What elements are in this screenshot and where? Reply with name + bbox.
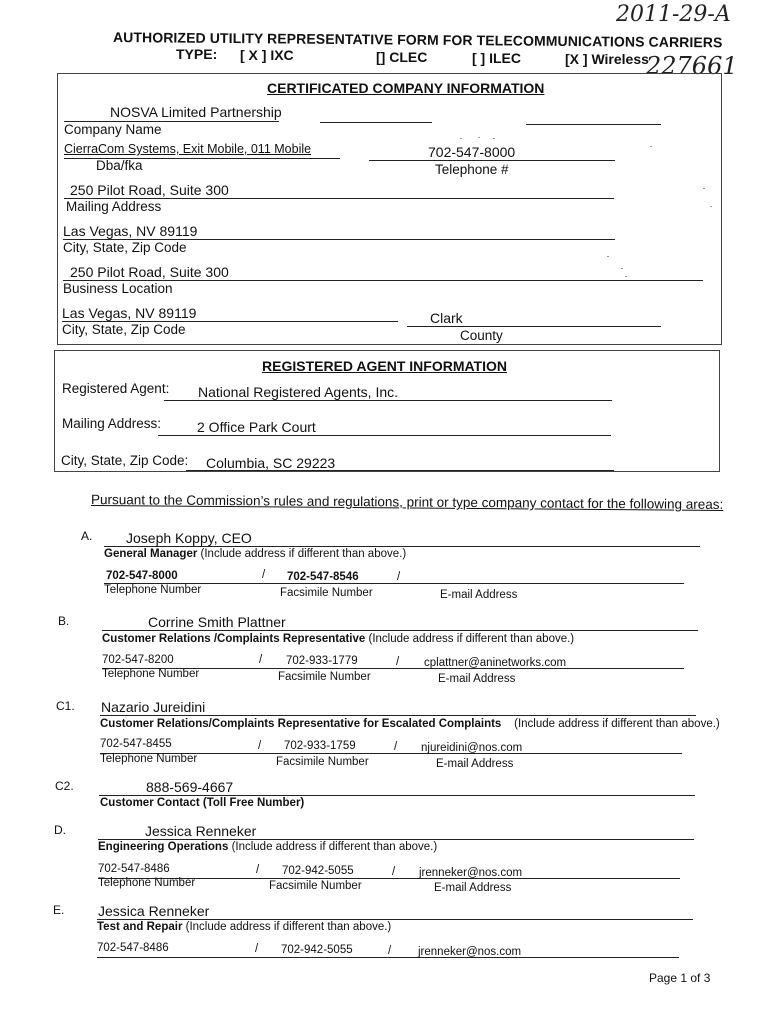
- agent-label: Registered Agent:: [62, 381, 170, 396]
- mailing-address-label: Mailing Address: [66, 199, 162, 214]
- contact-b-letter: B.: [58, 614, 70, 628]
- contact-a-phone[interactable]: 702-547-8000: [106, 570, 178, 582]
- contact-a-name[interactable]: Joseph Koppy, CEO: [126, 530, 252, 546]
- contact-b-fax[interactable]: 702-933-1779: [286, 655, 358, 667]
- agent-city-label: City, State, Zip Code:: [61, 453, 189, 468]
- contact-b-name[interactable]: Corrine Smith Plattner: [148, 614, 286, 630]
- handwritten-docket-number: 2011-29-A: [616, 2, 731, 27]
- company-name-label: Company Name: [64, 122, 162, 137]
- agent-city-value[interactable]: Columbia, SC 29223: [206, 455, 336, 471]
- contact-c1-letter: C1.: [56, 699, 75, 713]
- pursuant-instruction: Pursuant to the Commission’s rules and regulations, print or type company contact for the following areas:: [90, 492, 724, 512]
- contact-c1-role: Customer Relations/Complaints Representative for Escalated Complaints (Include address if different than above.): [100, 718, 720, 730]
- contact-d-fax-label: Facsimile Number: [269, 880, 362, 892]
- telephone-label: Telephone #: [435, 162, 509, 177]
- contact-c2-letter: C2.: [55, 779, 74, 793]
- certificated-heading: CERTIFICATED COMPANY INFORMATION: [267, 80, 545, 96]
- contact-a-letter: A.: [81, 529, 93, 543]
- contact-d-phone-label: Telephone Number: [98, 877, 196, 889]
- contact-d-role: Engineering Operations (Include address if different than above.): [98, 841, 438, 853]
- type-wireless-checkbox[interactable]: [X ] Wireless: [565, 51, 649, 67]
- telephone-value[interactable]: 702-547-8000: [428, 144, 516, 160]
- contact-c2-role: Customer Contact (Toll Free Number): [100, 797, 305, 809]
- contact-d-name[interactable]: Jessica Renneker: [145, 823, 257, 839]
- agent-mailing-label: Mailing Address:: [62, 416, 162, 431]
- contact-b-phone-label: Telephone Number: [102, 668, 200, 680]
- contact-b-email-label: E-mail Address: [438, 673, 516, 685]
- contact-e-fax[interactable]: 702-942-5055: [281, 944, 353, 956]
- dba-label: Dba/fka: [96, 158, 143, 173]
- contact-a-fax[interactable]: 702-547-8546: [287, 571, 359, 583]
- business-city-value[interactable]: Las Vegas, NV 89119: [62, 305, 197, 321]
- contact-d-phone[interactable]: 702-547-8486: [98, 863, 170, 875]
- form-title: AUTHORIZED UTILITY REPRESENTATIVE FORM FOR TELECOMMUNICATIONS CARRIERS: [112, 29, 723, 51]
- contact-e-email[interactable]: jrenneker@nos.com: [418, 946, 522, 958]
- contact-d-fax[interactable]: 702-942-5055: [282, 865, 354, 877]
- contact-b-fax-label: Facsimile Number: [278, 671, 371, 683]
- type-clec-checkbox[interactable]: [] CLEC: [376, 49, 428, 65]
- contact-c1-phone[interactable]: 702-547-8455: [100, 738, 172, 750]
- contact-d-email[interactable]: jrenneker@nos.com: [419, 867, 523, 879]
- business-city-label: City, State, Zip Code: [62, 322, 186, 337]
- contact-c1-fax-label: Facsimile Number: [276, 756, 369, 768]
- contact-c1-fax[interactable]: 702-933-1759: [284, 740, 356, 752]
- agent-value[interactable]: National Registered Agents, Inc.: [198, 384, 399, 400]
- type-ilec-checkbox[interactable]: [ ] ILEC: [472, 50, 521, 66]
- page-number: Page 1 of 3: [649, 971, 711, 985]
- contact-c1-name[interactable]: Nazario Jureidini: [101, 699, 206, 715]
- business-location-label: Business Location: [63, 281, 173, 296]
- type-ixc-checkbox[interactable]: [ X ] IXC: [240, 47, 294, 63]
- contact-e-letter: E.: [53, 903, 65, 917]
- contact-a-email-label: E-mail Address: [440, 589, 518, 601]
- type-label: TYPE:: [176, 46, 218, 62]
- company-name-value[interactable]: NOSVA Limited Partnership: [110, 104, 282, 120]
- mailing-city-label: City, State, Zip Code: [63, 240, 187, 255]
- county-value[interactable]: Clark: [430, 310, 463, 326]
- handwritten-stamp-number: 227661: [646, 52, 738, 80]
- contact-d-letter: D.: [54, 823, 66, 837]
- contact-e-name[interactable]: Jessica Renneker: [98, 903, 210, 919]
- contact-e-role: Test and Repair (Include address if different than above.): [97, 921, 392, 933]
- dba-value[interactable]: CierraCom Systems, Exit Mobile, 011 Mobile: [64, 142, 312, 156]
- agent-mailing-value[interactable]: 2 Office Park Court: [197, 419, 316, 435]
- contact-b-role: Customer Relations /Complaints Representative (Include address if different than above.): [102, 633, 575, 645]
- business-location-value[interactable]: 250 Pilot Road, Suite 300: [70, 264, 229, 280]
- mailing-city-value[interactable]: Las Vegas, NV 89119: [63, 223, 198, 239]
- contact-a-fax-label: Facsimile Number: [280, 587, 373, 599]
- contact-b-phone[interactable]: 702-547-8200: [102, 654, 174, 666]
- contact-d-email-label: E-mail Address: [434, 882, 512, 894]
- mailing-address-value[interactable]: 250 Pilot Road, Suite 300: [70, 182, 229, 198]
- contact-c1-email[interactable]: njureidini@nos.com: [421, 742, 523, 754]
- registered-agent-heading: REGISTERED AGENT INFORMATION: [262, 358, 507, 374]
- contact-c1-email-label: E-mail Address: [436, 758, 514, 770]
- contact-b-email[interactable]: cplattner@aninetworks.com: [424, 657, 567, 669]
- contact-a-role: General Manager (Include address if different than above.): [104, 548, 407, 560]
- contact-e-phone[interactable]: 702-547-8486: [97, 942, 169, 954]
- contact-c2-number[interactable]: 888-569-4667: [146, 779, 234, 795]
- contact-a-phone-label: Telephone Number: [104, 584, 202, 596]
- county-label: County: [460, 328, 503, 343]
- contact-c1-phone-label: Telephone Number: [100, 753, 198, 765]
